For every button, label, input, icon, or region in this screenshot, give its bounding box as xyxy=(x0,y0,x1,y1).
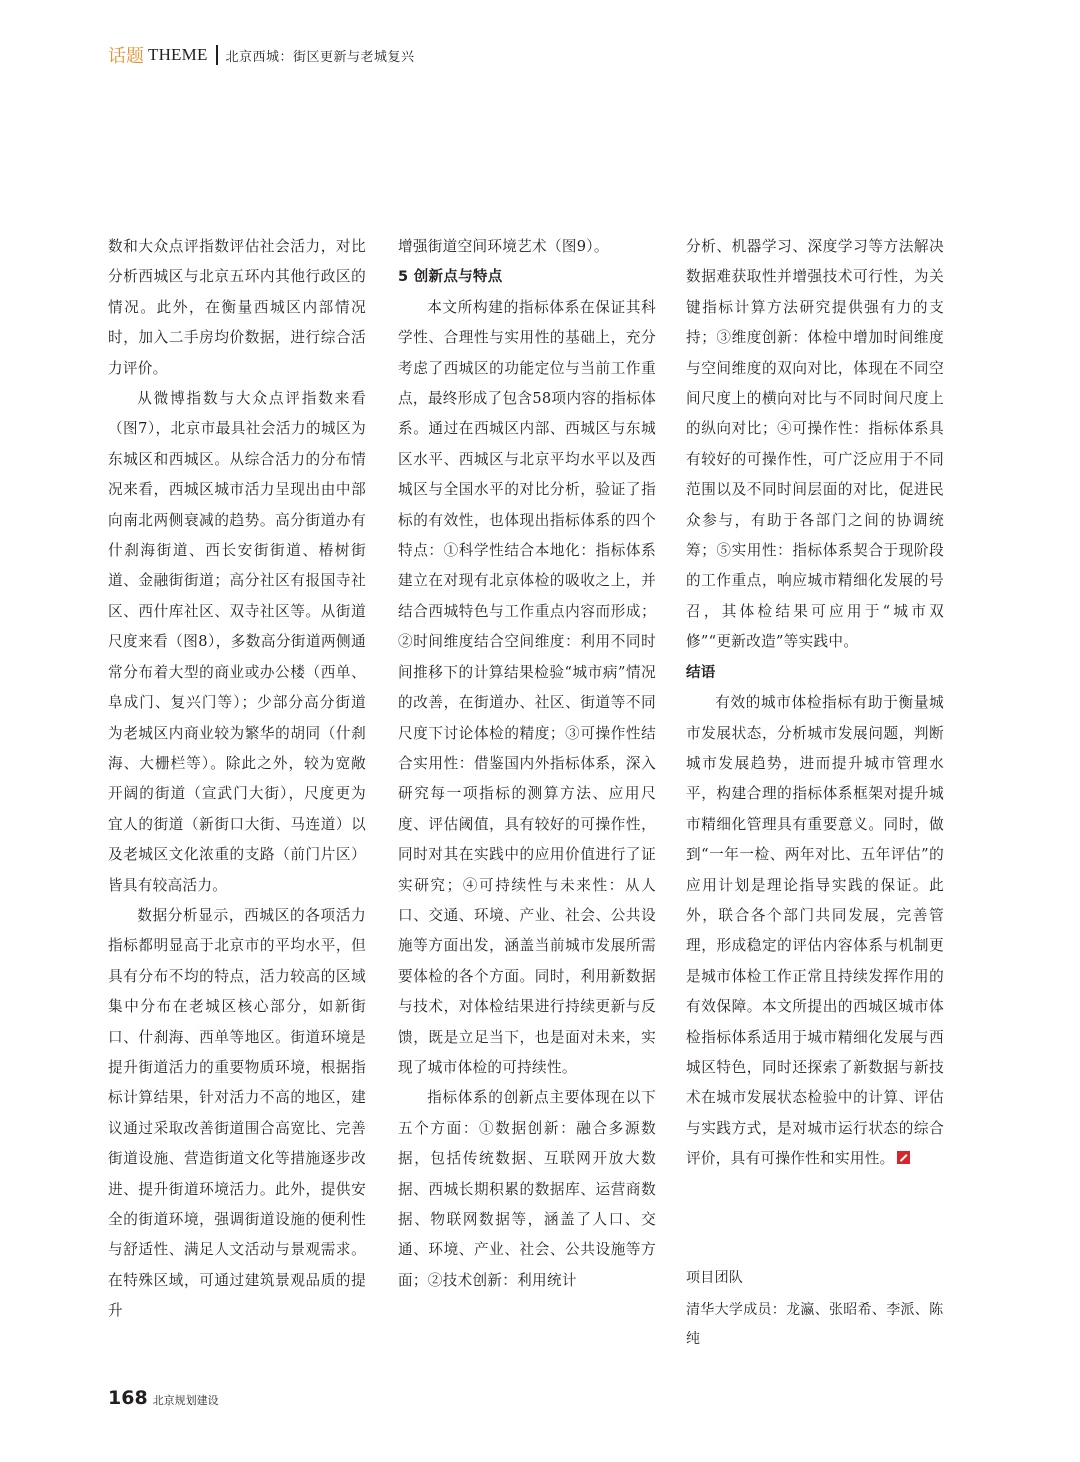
team-title: 项目团队 xyxy=(686,1270,744,1286)
section-heading: 5 创新点与特点 xyxy=(398,269,503,286)
paragraph-last xyxy=(686,688,944,1175)
running-header xyxy=(108,40,415,70)
paragraph: 本文所构建的指标体系在保证其科学性、合理性与实用性的基础上，充分考虑了西城区的功能定位与当前工作重点，最终形成了包含58项内容的指标体系。通过在西城区内部、西城区与东城区水平、西城区与北京平均水平以及西城区与全国水平的对比分析，验证了指标的有效性，也体现出指标体系的四个特点：①科学性结合本地化：指标体系建立在对现有北京体检的吸收之上，并结合西城特色与工作重点内容而形成；②时间维度结合空间维度：利用不同时间推移下的计算结果检验“城市病”情况的改善，在街道办、社区、街道等不同尺度下讨论体检的精度；③可操作性结合实用性：借鉴国内外指标体系，深入研究每一项指标的测算方法、应用尺度、评估阈值，具有较好的可操作性，同时对其在实践中的应用价值进行了证实研究；④可持续性与未来性：从人口、交通、环境、产业、社会、公共设施等方面出发，涵盖当前城市发展所需要体检的各个方面。同时，利用新数据与技术，对体检结果进行持续更新与反馈，既是立足当下，也是面对未来，实现了城市体检的可持续性。 xyxy=(398,298,656,1076)
paragraph-text: 有效的城市体检指标有助于衡量城市发展状态，分析城市发展问题，判断城市发展趋势，进而提升城市管理水平，构建合理的指标体系框架对提升城市精细化管理具有重要意义。同时，做到“一年一检、两年对比、五年评估”的应用计划是理论指导实践的保证。此外，联合各个部门共同发展，完善管理，形成稳定的评估内容体系与机制更是城市体检工作正常且持续发挥作用的有效保障。本文所提出的西城区城市体检指标体系适用于城市精细化发展与西城区特色，同时还探索了新数据与新技术在城市发展状态检验中的计算、评估与实践方式，是对城市运行状态的综合评价，具有可操作性和实用性。 xyxy=(686,694,944,1168)
paragraph: 增强街道空间环境艺术（图9）。 xyxy=(398,238,609,255)
paragraph: 指标体系的创新点主要体现在以下五个方面：①数据创新：融合多源数据，包括传统数据、互联网开放大数据、西城长期积累的数据库、运营商数据、物联网数据等，涵盖了人口、交通、环境、产业、社会、公共设施等方面；②技术创新：利用统计 xyxy=(398,1089,656,1289)
paragraph: 数和大众点评指数评估社会活力，对比分析西城区与北京五环内其他行政区的情况。此外，在衡量西城区内部情况时，加入二手房均价数据，进行综合活力评价。 xyxy=(108,238,366,377)
paragraph: 从微博指数与大众点评指数来看（图7），北京市最具社会活力的城区为东城区和西城区。从综合活力的分布情况来看，西城区城市活力呈现出由中部向南北两侧衰减的趋势。高分街道办有什刹海街道、西长安街街道、椿树街道、金融街街道；高分社区有报国寺社区、西什库社区、双寺社区等。从街道尺度来看（图8），多数高分街道两侧通常分布着大型的商业或办公楼（西单、阜成门、复兴门等）；少部分高分街道为老城区内商业较为繁华的胡同（什刹海、大栅栏等）。除此之外，较为宽敞开阔的街道（宣武门大街），尺度更为宜人的街道（新街口大街、马连道）以及老城区文化浓重的支路（前门片区）皆具有较高活力。 xyxy=(108,390,366,894)
paragraph: 分析、机器学习、深度学习等方法解决数据难获取性并增强技术可行性，为关键指标计算方法研究提供强有力的支持；③维度创新：体检中增加时间维度与空间维度的双向对比，体现在不同空间尺度上的横向对比与不同时间尺度上的纵向对比；④可操作性：指标体系具有较好的可操作性，可广泛应用于不同范围以及不同时间层面的对比，促进民众参与，有助于各部门之间的协调统筹；⑤实用性：指标体系契合于现阶段的工作重点，响应城市精细化发展的号召，其体检结果可应用于“城市双修”“更新改造”等实践中。 xyxy=(686,238,944,651)
magazine-name: 北京规划建设 xyxy=(152,1394,219,1407)
paragraph: 数据分析显示，西城区的各项活力指标都明显高于北京市的平均水平，但具有分布不均的特点，活力较高的区域集中分布在老城区核心部分，如新街口、什刹海、西单等地区。街道环境是提升街道活力的重要物质环境，根据指标计算结果，针对活力不高的地区，建议通过采取改善街道围合高宽比、完善街道设施、营造街道文化等措施逐步改进、提升街道环境活力。此外，提供安全的街道环境，强调街道设施的便利性与舒适性、满足人文活动与景观需求。在特殊区域，可通过建筑景观品质的提升 xyxy=(108,906,366,1320)
section-heading: 结语 xyxy=(686,664,716,681)
text-column-2 xyxy=(398,232,656,1296)
team-members: 清华大学成员：龙瀛、张昭希、李派、陈纯 xyxy=(686,1302,944,1347)
header-topic: 话题 xyxy=(108,46,144,67)
text-column-3 xyxy=(686,232,944,1175)
text-column-1 xyxy=(108,232,366,1327)
header-subtitle: 北京西城：街区更新与老城复兴 xyxy=(225,49,415,65)
header-divider xyxy=(216,45,218,65)
page-footer xyxy=(108,1387,219,1409)
end-mark-icon xyxy=(897,1151,910,1164)
project-team xyxy=(686,1264,944,1354)
page-number: 168 xyxy=(108,1387,148,1409)
header-theme: THEME xyxy=(148,45,208,64)
